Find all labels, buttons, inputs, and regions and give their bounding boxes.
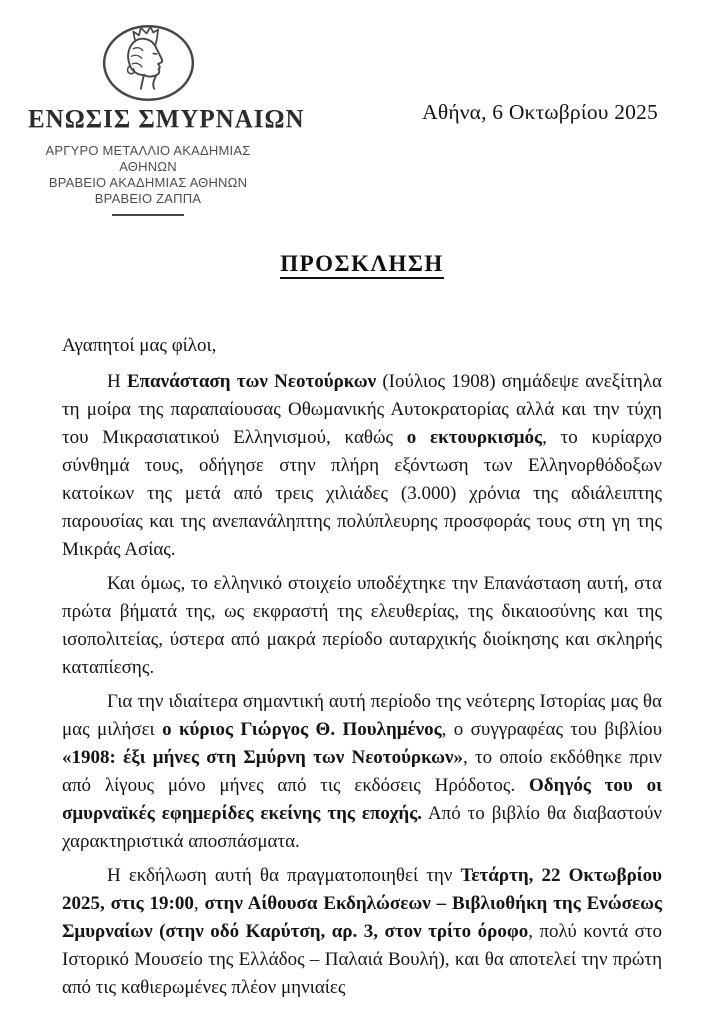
letterhead: [28, 22, 305, 216]
award-line: ΑΡΓΥΡΟ ΜΕΤΑΛΛΙΟ ΑΚΑΔΗΜΙΑΣ ΑΘΗΝΩΝ: [45, 143, 251, 174]
paragraph: Η Επανάσταση των Νεοτούρκων (Ιούλιος 1908) σημάδεψε ανεξίτηλα τη μοίρα της παραπαίουσας Οθωμανικής Αυτοκρατορίας αλλά και την τύχη του Μικρασιατικού Ελληνισμού, καθώς ο εκτουρκισμός, το κυρίαρχο σύνθημά τους, οδήγησε στην πλήρη εξόντωση των Ελληνορθόδοξων κατοίκων της μετά από τρεις χιλιάδες (3.000) χρόνια της αδιάλειπτης παρουσίας και της ανεπανάληπτης πολύπλευρης προσφοράς τους στη γη της Μικράς Ασίας.: [62, 371, 663, 560]
dateline: Αθήνα, 6 Οκτωβρίου 2025: [422, 100, 658, 124]
award-lines: [28, 143, 268, 207]
award-line: ΒΡΑΒΕΙΟ ΖΑΠΠΑ: [94, 191, 202, 206]
header-rule: [112, 214, 184, 216]
paragraph: Για την ιδιαίτερα σημαντική αυτή περίοδο της νεότερης Ιστορίας μας θα μας μιλήσει ο κύριος Γιώργος Θ. Πουλημένος, ο συγγραφέας του βιβλίου «1908: έξι μήνες στη Σμύρνη των Νεοτούρκων», το οποίο εκδόθηκε πριν από λίγους μόνο μήνες από τις εκδόσεις Ηρόδοτος. Οδηγός του οι σμυρναϊκές εφημερίδες εκείνης της εποχής. Από το βιβλίο θα διαβαστούν χαρακτηριστικά αποσπάσματα.: [62, 691, 663, 852]
paragraph: Η εκδήλωση αυτή θα πραγματοποιηθεί την Τετάρτη, 22 Οκτωβρίου 2025, στις 19:00, στην Αίθουσα Εκδηλώσεων – Βιβλιοθήκη της Ενώσεως Σμυρναίων (στην οδό Καρύτση, αρ. 3, στον τρίτο όροφο, πολύ κοντά στο Ιστορικό Μουσείο της Ελλάδος – Παλαιά Βουλή), και θα αποτελεί την πρώτη από τις καθιερωμένες πλέον μηνιαίες: [62, 865, 663, 998]
paragraph: Και όμως, το ελληνικό στοιχείο υποδέχτηκε την Επανάσταση αυτή, στα πρώτα βήματά της, ως εκφραστή της ελευθερίας, της δικαιοσύνης και της ισοπολιτείας, ύστερα από μακρά περίοδο αυταρχικής διοίκησης και σκληρής καταπίεσης.: [62, 573, 662, 678]
greeting: Αγαπητοί μας φίλοι,: [62, 335, 217, 356]
award-line: ΒΡΑΒΕΙΟ ΑΚΑΔΗΜΙΑΣ ΑΘΗΝΩΝ: [48, 175, 248, 190]
org-name: ΕΝΩΣΙΣ ΣΜΥΡΝΑΙΩΝ: [28, 105, 305, 134]
document-body: [62, 332, 662, 1008]
document-title: ΠΡΟΣΚΛΗΣΗ: [280, 251, 444, 279]
document-title-wrap: [0, 251, 724, 277]
smyrna-seal-icon: [100, 22, 197, 104]
body-paragraphs: [62, 368, 662, 1002]
